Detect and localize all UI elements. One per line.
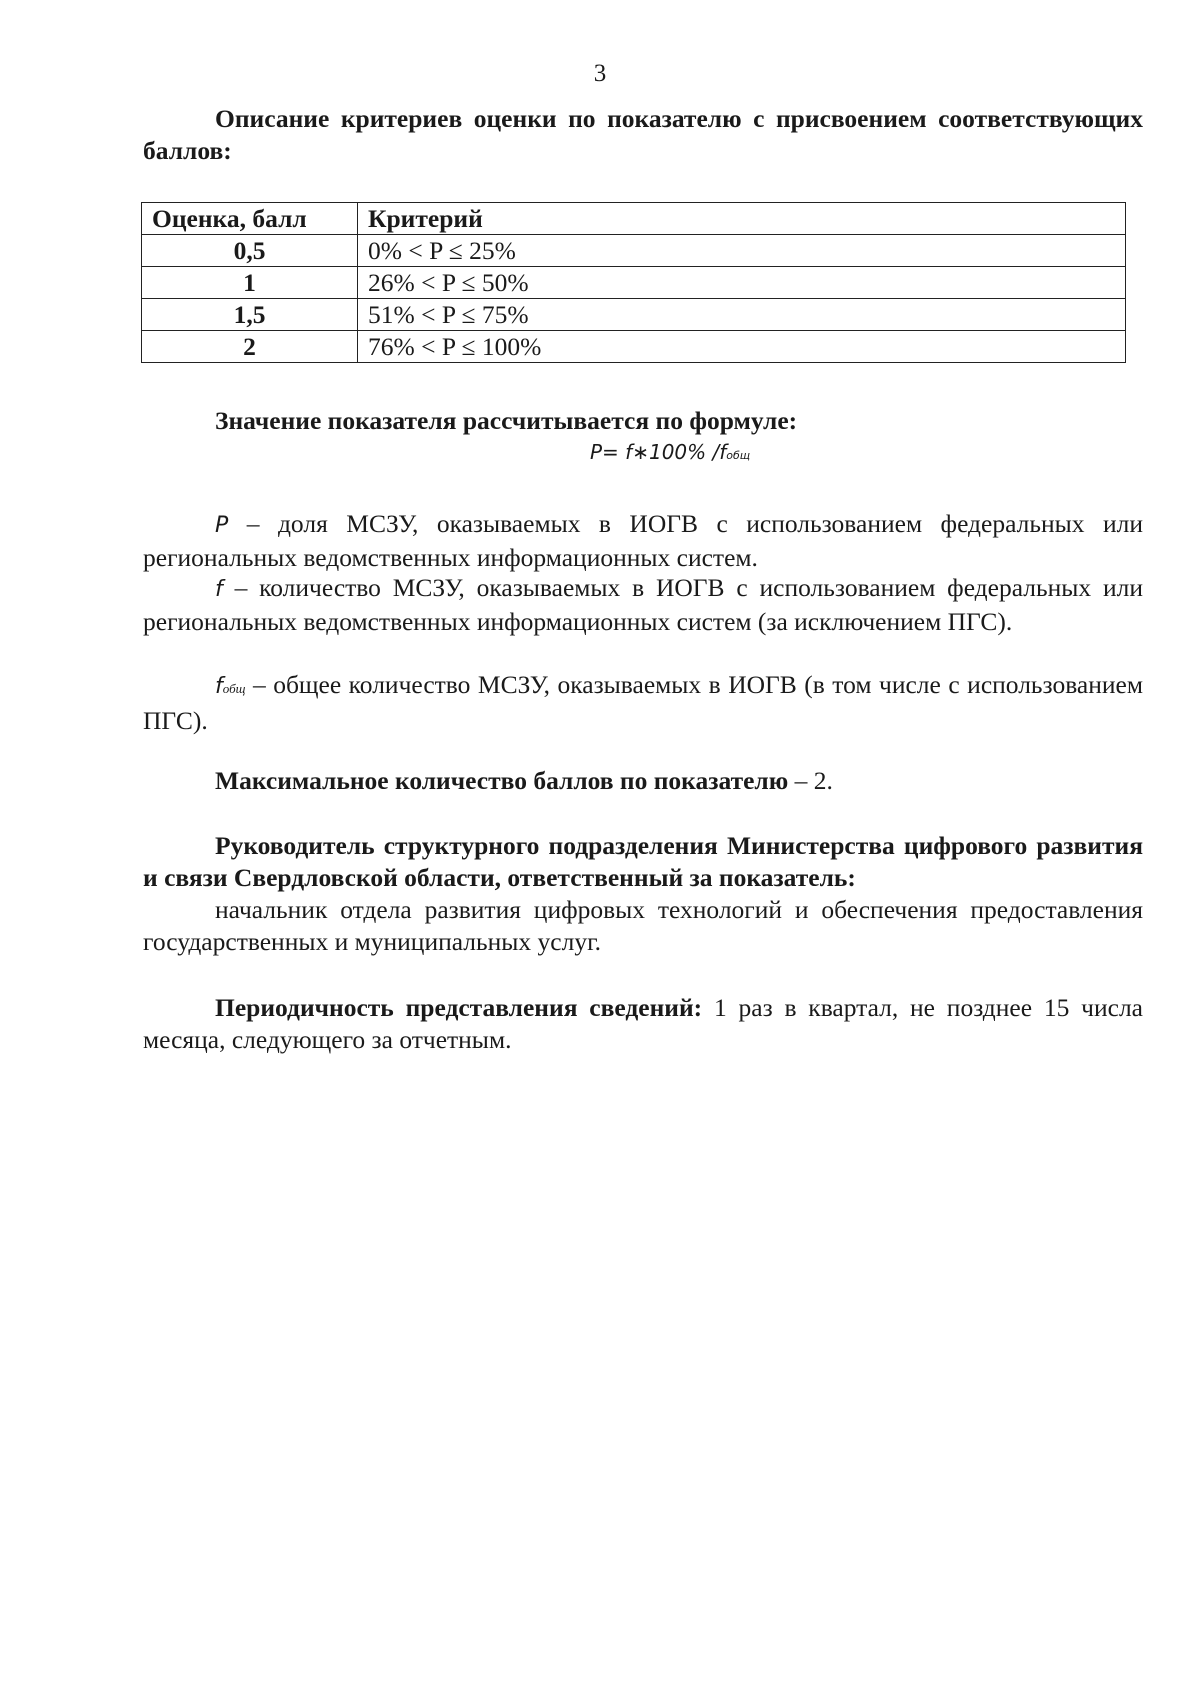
max-points-label: Максимальное количество баллов по показателю: [215, 766, 789, 795]
score-cell: 0,5: [142, 235, 358, 267]
fobsh-symbol: f: [215, 674, 223, 699]
criterion-cell: 51% < P ≤ 75%: [358, 299, 1126, 331]
max-points: [143, 765, 1200, 797]
periodicity-text: 1 раз в квартал, не позднее 15 числа месяца, следующего за отчетным.: [143, 993, 1143, 1054]
score-cell: 1,5: [142, 299, 358, 331]
f-symbol: f: [215, 577, 223, 602]
criteria-table: [141, 202, 1126, 363]
formula-main: P= f∗100% /f: [590, 440, 727, 464]
criterion-cell: 26% < P ≤ 50%: [358, 267, 1126, 299]
max-points-value: – 2.: [788, 766, 833, 795]
periodicity-label: Периодичность представления сведений:: [215, 993, 703, 1022]
formula: [590, 440, 750, 464]
f-definition-text: – количество МСЗУ, оказываемых в ИОГВ с использованием федеральных или региональных ведомственных информационных систем (за исключением ПГС).: [143, 573, 1143, 636]
p-symbol: P: [215, 513, 229, 538]
table-row: [142, 331, 1126, 363]
column-header-score: Оценка, балл: [142, 203, 358, 235]
page-number: 3: [593, 60, 607, 87]
responsible-heading: Руководитель структурного подразделения Министерства цифрового развития и связи Свердловской области, ответственный за показатель:: [143, 831, 1143, 892]
definition-p: [143, 508, 1143, 574]
formula-subscript: общ: [726, 449, 751, 462]
p-definition-text: – доля МСЗУ, оказываемых в ИОГВ с использованием федеральных или региональных ведомственных информационных систем.: [143, 509, 1143, 572]
table-row: [142, 267, 1126, 299]
formula-heading: Значение показателя рассчитывается по формуле:: [215, 406, 798, 435]
definition-fobsh: [143, 669, 1143, 737]
fobsh-definition-text: – общее количество МСЗУ, оказываемых в ИОГВ (в том числе с использованием ПГС).: [143, 670, 1143, 735]
column-header-criterion: Критерий: [358, 203, 1126, 235]
criterion-cell: 0% < P ≤ 25%: [358, 235, 1126, 267]
table-row: [142, 299, 1126, 331]
criterion-cell: 76% < P ≤ 100%: [358, 331, 1126, 363]
table-header-row: [142, 203, 1126, 235]
periodicity: [143, 992, 1143, 1056]
score-cell: 2: [142, 331, 358, 363]
score-cell: 1: [142, 267, 358, 299]
definition-f: [143, 572, 1143, 638]
responsible-text: начальник отдела развития цифровых технологий и обеспечения предоставления государственных и муниципальных услуг.: [143, 895, 1143, 956]
criteria-heading: Описание критериев оценки по показателю с присвоением соответствующих баллов:: [143, 104, 1143, 165]
fobsh-subscript: общ: [222, 681, 246, 696]
table-row: [142, 235, 1126, 267]
